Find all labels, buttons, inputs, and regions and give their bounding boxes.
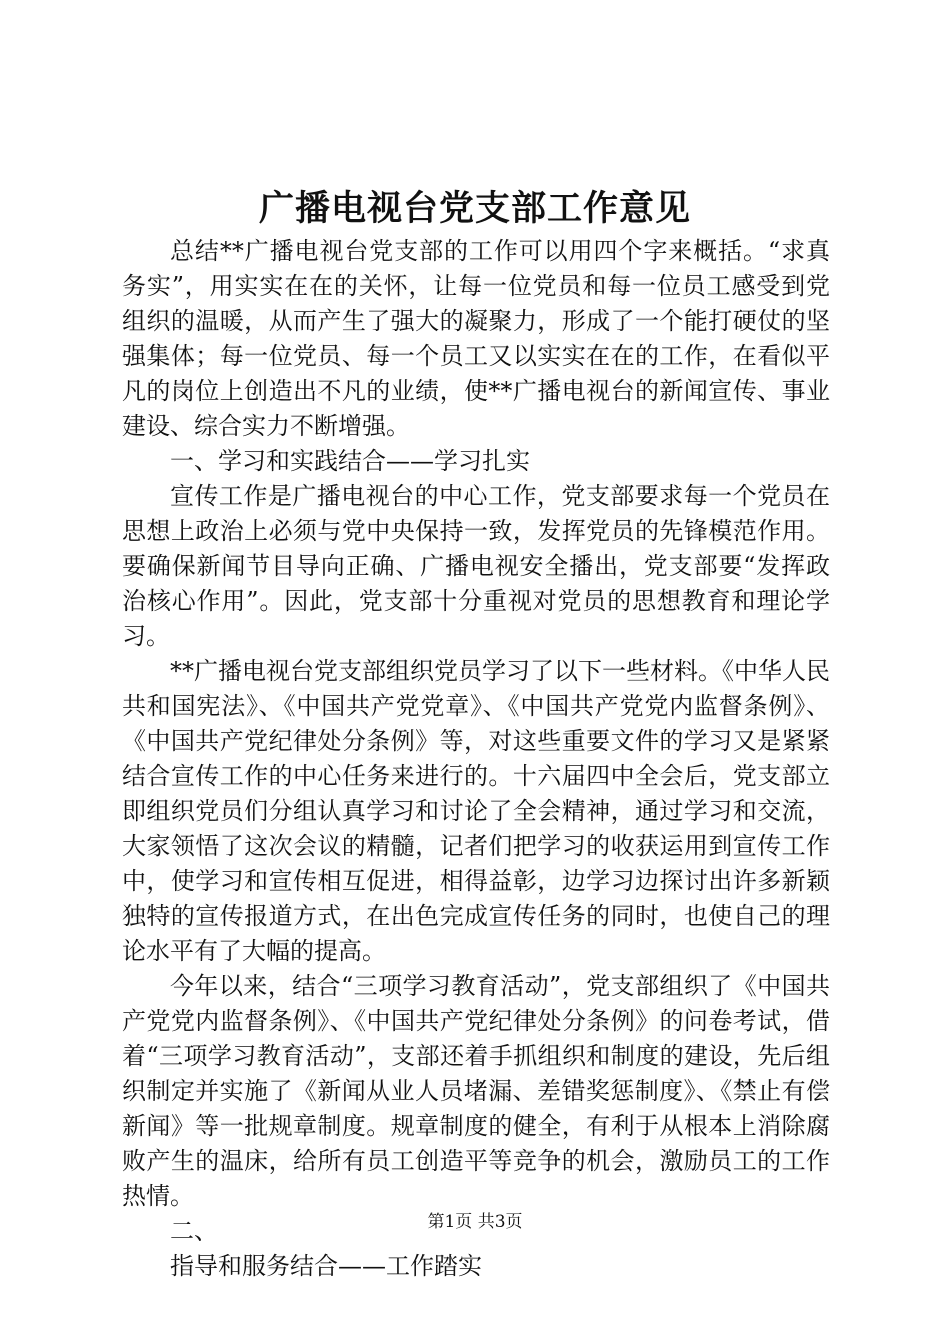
paragraph-study-materials: **广播电视台党支部组织党员学习了以下一些材料。《中华人民共和国宪法》、《中国共产党党章》、《中国共产党党内监督条例》、《中国共产党纪律处分条例》等，对这些重要文件的学习又是紧紧结合宣传工作的中心任务来进行的。十六届四中全会后，党支部立即组织党员们分组认真学习和讨论了全会精神，通过学习和交流，大家领悟了这次会议的精髓，记者们把学习的收获运用到宣传工作中，使学习和宣传相互促进，相得益彰，边学习边探讨出许多新颖独特的宣传报道方式，在出色完成宣传任务的同时，也使自己的理论水平有了大幅的提高。 (122, 657, 830, 965)
paragraph-summary: 总结**广播电视台党支部的工作可以用四个字来概括。“求真务实”，用实实在在的关怀，让每一位党员和每一位员工感受到党组织的温暖，从而产生了强大的凝聚力，形成了一个能打硬仗的坚强集体；每一位党员、每一个员工又以实实在在的工作，在看似平凡的岗位上创造出不凡的业绩，使**广播电视台的新闻宣传、事业建设、综合实力不断增强。 (122, 237, 830, 440)
page-footer: 第1页 共3页 (427, 1212, 523, 1232)
section-number-2: 二、 (170, 1217, 218, 1245)
paragraph-this-year: 今年以来，结合“三项学习教育活动”，党支部组织了《中国共产党党内监督条例》、《中国共产党纪律处分条例》的问卷考试，借着“三项学习教育活动”，支部还着手抓组织和制度的建设，先后组织制定并实施了《新闻从业人员堵漏、差错奖惩制度》、《禁止有偿新闻》等一批规章制度。规章制度的健全，有利于从根本上消除腐败产生的温床，给所有员工创造平等竞争的机会，激励员工的工作热情。 (122, 972, 830, 1210)
section-heading-1: 一、学习和实践结合——学习扎实 (170, 447, 530, 475)
document-title: 广播电视台党支部工作意见 (258, 188, 691, 229)
section-heading-2: 指导和服务结合——工作踏实 (170, 1252, 482, 1280)
paragraph-propaganda: 宣传工作是广播电视台的中心工作，党支部要求每一个党员在思想上政治上必须与党中央保持一致，发挥党员的先锋模范作用。要确保新闻节目导向正确、广播电视安全播出，党支部要“发挥政治核心作用”。因此，党支部十分重视对党员的思想教育和理论学习。 (122, 482, 830, 650)
document-body (122, 234, 830, 1284)
